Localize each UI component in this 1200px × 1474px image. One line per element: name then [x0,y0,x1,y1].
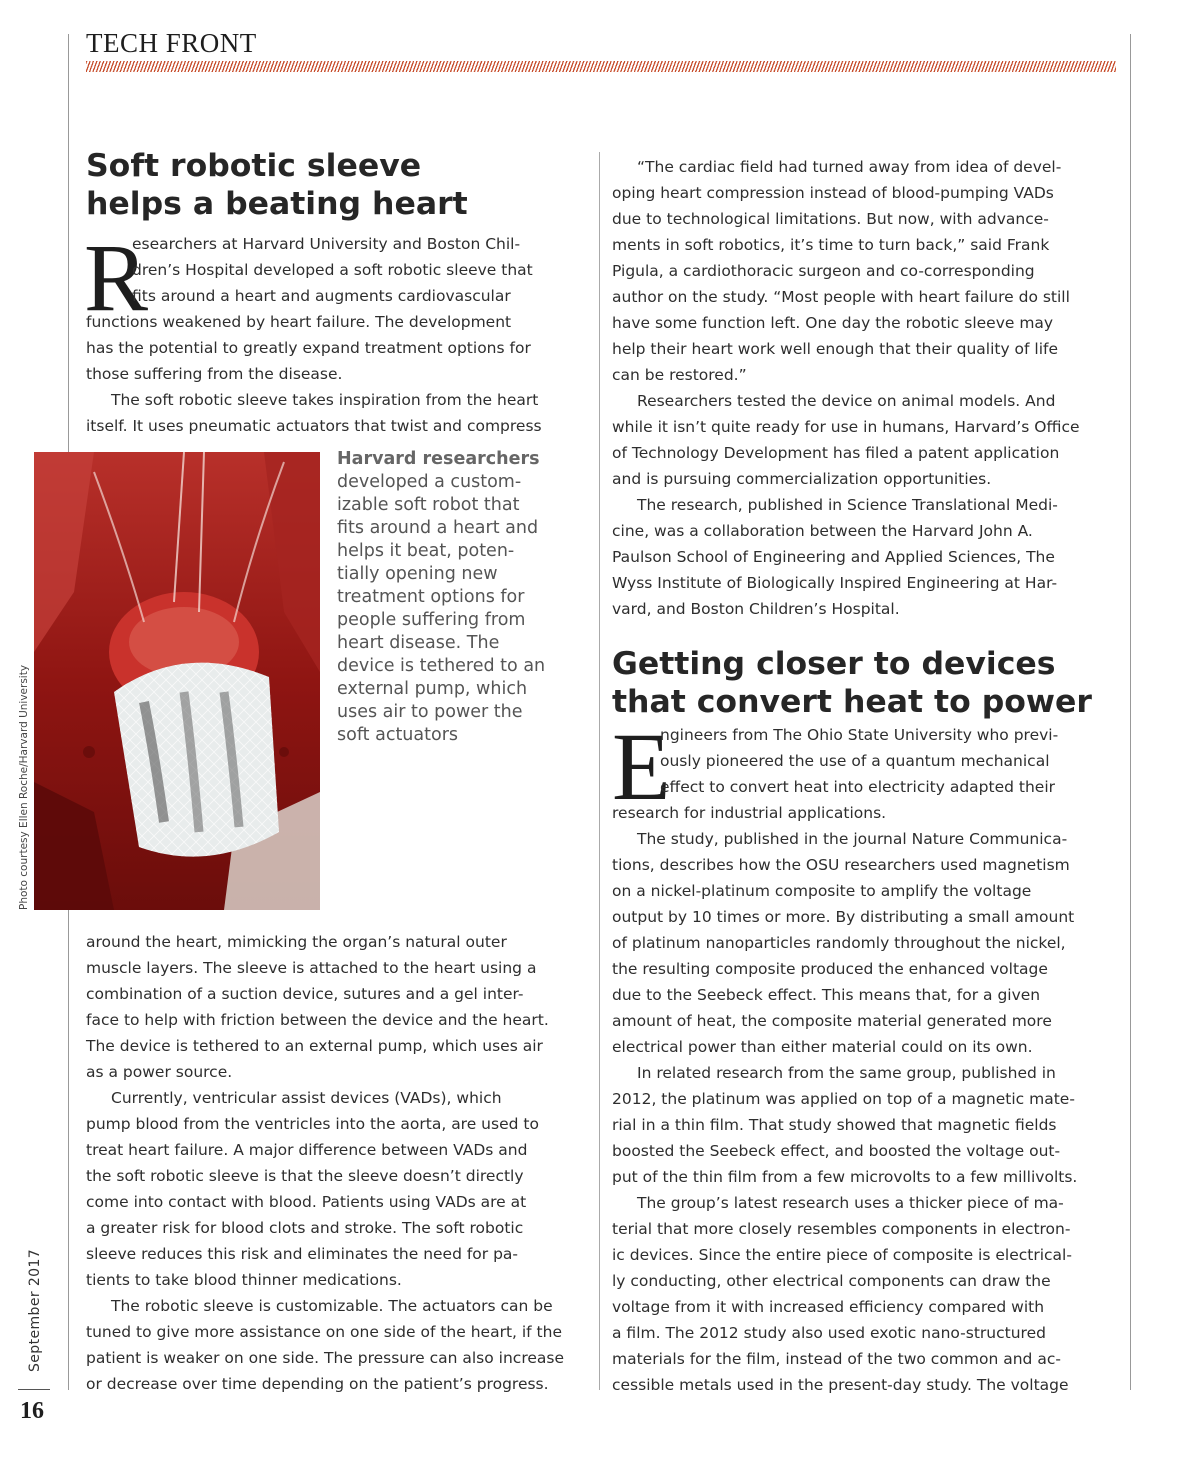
body-line: amount of heat, the composite material generated more [612,1012,1052,1030]
body-line: and is pursuing commercialization opportunities. [612,470,992,488]
body-line: voltage from it with increased efficiency compared with [612,1298,1045,1316]
body-line: of platinum nanoparticles randomly throughout the nickel, [612,934,1066,952]
caption-line: device is tethered to an [337,656,546,676]
article1-headline [86,147,468,223]
body-line: electrical power than either material could on its own. [612,1038,1033,1056]
right-margin-rule [1130,34,1131,1390]
caption-line: external pump, which [337,679,528,699]
body-line: cine, was a collaboration between the Harvard John A. [612,522,1033,540]
body-line: around the heart, mimicking the organ’s natural outer [86,933,507,951]
body-line: terial that more closely resembles components in electron- [612,1220,1071,1238]
section-hatch-rule [86,61,1116,72]
caption-line: heart disease. The [337,633,500,653]
photo-credit: Photo courtesy Ellen Roche/Harvard University [18,664,30,910]
body-line: or decrease over time depending on the patient’s progress. [86,1375,549,1393]
body-line: The research, published in Science Translational Medi- [637,496,1058,514]
body-line: dren’s Hospital developed a soft robotic sleeve that [132,261,533,279]
body-line: boosted the Seebeck effect, and boosted the voltage out- [612,1142,1061,1160]
drop-cap: R [84,224,149,331]
body-line: tions, describes how the OSU researchers used magnetism [612,856,1070,874]
body-line: 2012, the platinum was applied on top of a magnetic mate- [612,1090,1075,1108]
body-line: treat heart failure. A major difference between VADs and [86,1141,528,1159]
body-line: the resulting composite produced the enhanced voltage [612,960,1048,978]
body-line: Wyss Institute of Biologically Inspired Engineering at Har- [612,574,1058,592]
body-line: “The cardiac field had turned away from idea of devel- [637,158,1062,176]
body-line: combination of a suction device, sutures and a gel inter- [86,985,524,1003]
drop-cap: E [612,713,671,820]
body-line: Researchers tested the device on animal models. And [637,392,1056,410]
caption-lead: Harvard researchers [337,449,540,469]
page-number-rule [18,1389,50,1390]
body-line: can be restored.” [612,366,747,384]
caption-line: people suffering from [337,610,526,630]
heart-sleeve-photo [34,452,320,910]
caption-line: developed a custom- [337,472,522,492]
body-line: pump blood from the ventricles into the aorta, are used to [86,1115,539,1133]
body-line: on a nickel-platinum composite to amplify the voltage [612,882,1032,900]
photo-caption [337,448,587,747]
body-line: esearchers at Harvard University and Boston Chil- [132,235,521,253]
headline-line: Getting closer to devices [612,646,1056,682]
body-line: The study, published in the journal Nature Communica- [637,830,1068,848]
headline-line: Soft robotic sleeve [86,148,422,184]
body-line: those suffering from the disease. [86,365,343,383]
caption-line: soft actuators [337,725,459,745]
body-line: muscle layers. The sleeve is attached to the heart using a [86,959,537,977]
body-line: In related research from the same group, published in [637,1064,1056,1082]
body-line: the soft robotic sleeve is that the sleeve doesn’t directly [86,1167,524,1185]
body-line: The group’s latest research uses a thicker piece of ma- [637,1194,1064,1212]
body-line: tients to take blood thinner medications. [86,1271,402,1289]
body-line: materials for the film, instead of the two common and ac- [612,1350,1061,1368]
body-line: itself. It uses pneumatic actuators that twist and compress [86,417,542,435]
caption-line: uses air to power the [337,702,523,722]
body-line: sleeve reduces this risk and eliminates the need for pa- [86,1245,519,1263]
body-line: while it isn’t quite ready for use in humans, Harvard’s Office [612,418,1080,436]
body-line: oping heart compression instead of blood-pumping VADs [612,184,1054,202]
body-line: put of the thin film from a few microvolts to a few millivolts. [612,1168,1078,1186]
body-line: functions weakened by heart failure. The development [86,313,512,331]
body-line: rial in a thin film. That study showed that magnetic fields [612,1116,1057,1134]
body-line: research for industrial applications. [612,804,887,822]
caption-line: helps it beat, poten- [337,541,515,561]
body-line: has the potential to greatly expand treatment options for [86,339,531,357]
caption-line: treatment options for [337,587,525,607]
issue-date: September 2017 [27,1248,43,1372]
body-line: output by 10 times or more. By distributing a small amount [612,908,1075,926]
body-line: Paulson School of Engineering and Applied Sciences, The [612,548,1055,566]
caption-line: tially opening new [337,564,498,584]
caption-line: fits around a heart and [337,518,539,538]
body-line: ngineers from The Ohio State University who previ- [660,726,1059,744]
body-line: as a power source. [86,1063,233,1081]
body-line: vard, and Boston Children’s Hospital. [612,600,900,618]
body-line: Pigula, a cardiothoracic surgeon and co-corresponding [612,262,1035,280]
body-line: author on the study. “Most people with heart failure do still [612,288,1070,306]
body-line: come into contact with blood. Patients using VADs are at [86,1193,527,1211]
body-line: a greater risk for blood clots and stroke. The soft robotic [86,1219,524,1237]
article2-headline [612,645,1092,721]
body-line: Currently, ventricular assist devices (VADs), which [111,1089,502,1107]
body-line: ic devices. Since the entire piece of composite is electrical- [612,1246,1072,1264]
body-line: effect to convert heat into electricity adapted their [660,778,1055,796]
body-line: The robotic sleeve is customizable. The actuators can be [111,1297,553,1315]
body-line: ly conducting, other electrical components can draw the [612,1272,1051,1290]
body-line: tuned to give more assistance on one side of the heart, if the [86,1323,562,1341]
body-line: The device is tethered to an external pump, which uses air [86,1037,543,1055]
body-line: due to technological limitations. But now, with advance- [612,210,1049,228]
body-line: ments in soft robotics, it’s time to turn back,” said Frank [612,236,1050,254]
caption-line: izable soft robot that [337,495,520,515]
headline-line: that convert heat to power [612,684,1092,720]
headline-line: helps a beating heart [86,186,468,222]
body-line: fits around a heart and augments cardiovascular [132,287,511,305]
body-line: cessible metals used in the present-day study. The voltage [612,1376,1069,1394]
body-line: help their heart work well enough that their quality of life [612,340,1059,358]
body-line: patient is weaker on one side. The pressure can also increase [86,1349,565,1367]
section-label: TECH FRONT [86,28,257,58]
column-divider [599,152,600,1390]
body-line: The soft robotic sleeve takes inspiration from the heart [111,391,539,409]
body-line: have some function left. One day the robotic sleeve may [612,314,1054,332]
body-line: of Technology Development has filed a patent application [612,444,1060,462]
body-line: ously pioneered the use of a quantum mechanical [660,752,1050,770]
body-line: due to the Seebeck effect. This means that, for a given [612,986,1041,1004]
body-line: a film. The 2012 study also used exotic nano-structured [612,1324,1046,1342]
page-number: 16 [20,1398,44,1424]
body-line: face to help with friction between the device and the heart. [86,1011,549,1029]
